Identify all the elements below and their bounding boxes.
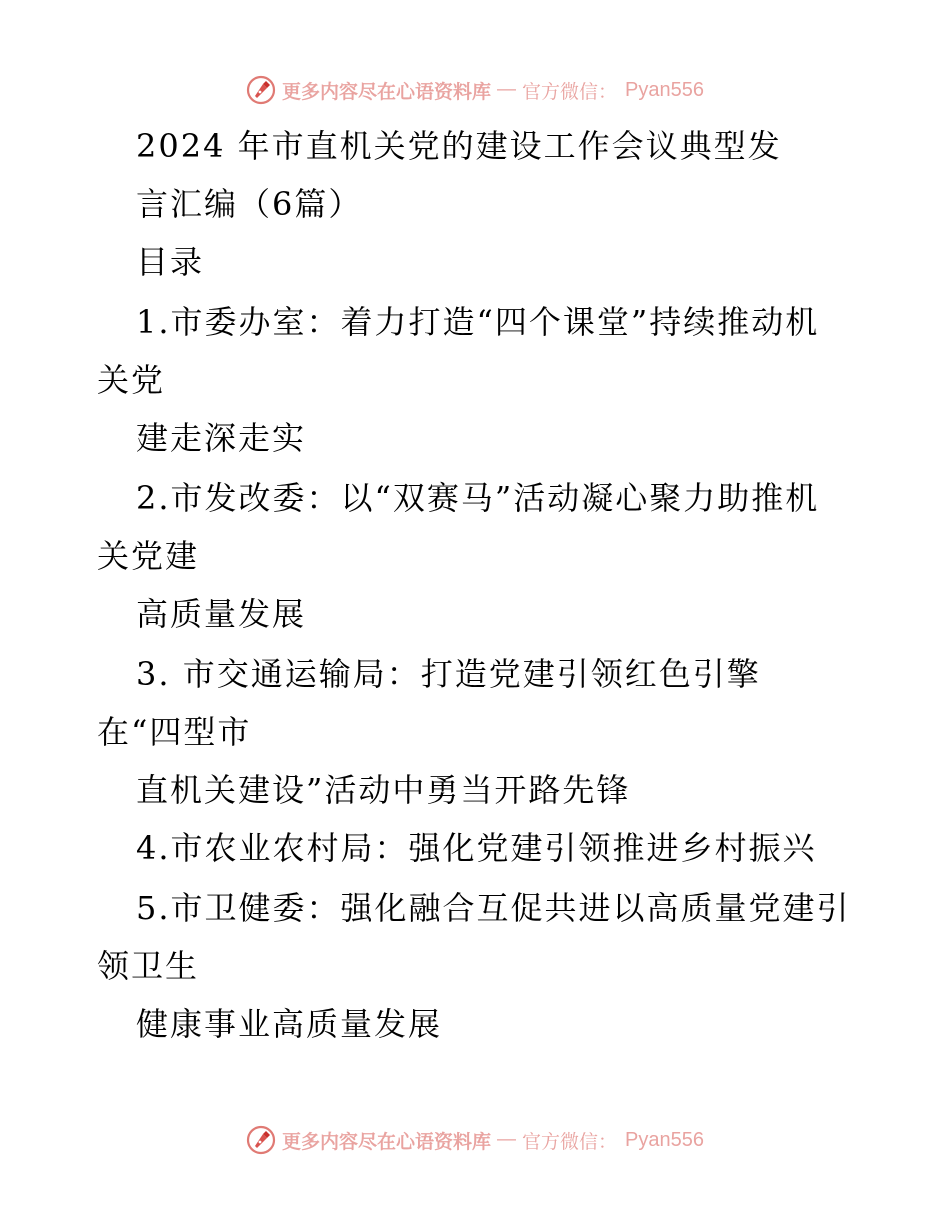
watermark-handle: Pyan556 xyxy=(625,1128,704,1151)
watermark-label: 官方微信： xyxy=(522,80,618,103)
toc-heading: 目录 xyxy=(136,243,205,281)
toc-item-3-line-2: 在“四型市 xyxy=(97,713,252,751)
watermark-label: 官方微信： xyxy=(522,1130,618,1153)
toc-item-5-line-1: 5.市卫健委：强化融合互促共进以高质量党建引 xyxy=(136,889,851,927)
toc-item-5-line-2: 领卫生 xyxy=(97,947,200,985)
toc-item-5-line-3: 健康事业高质量发展 xyxy=(136,1005,443,1043)
watermark-handle: Pyan556 xyxy=(625,78,704,101)
watermark-separator: — xyxy=(497,1129,517,1150)
toc-item-2-line-3: 高质量发展 xyxy=(136,595,307,633)
document-title-line-2: 言汇编（6篇） xyxy=(136,185,363,223)
watermark-text: 更多内容尽在心语资料库 xyxy=(282,1130,492,1153)
toc-item-1-line-2: 关党 xyxy=(97,361,166,399)
toc-item-4: 4.市农业农村局：强化党建引领推进乡村振兴 xyxy=(136,829,817,867)
toc-item-2-line-1: 2.市发改委：以“双赛马”活动凝心聚力助推机 xyxy=(136,479,820,517)
toc-item-1-line-3: 建走深走实 xyxy=(136,419,307,457)
footer-watermark xyxy=(0,1120,950,1160)
toc-item-1-line-1: 1.市委办室：着力打造“四个课堂”持续推动机 xyxy=(136,303,820,341)
watermark-separator: — xyxy=(497,79,517,100)
document-title-line-1: 2024 年市直机关党的建设工作会议典型发 xyxy=(136,127,782,165)
toc-item-3-line-1: 3. 市交通运输局：打造党建引领红色引擎 xyxy=(136,655,761,693)
pen-nib-logo-icon xyxy=(246,1125,276,1155)
header-watermark xyxy=(0,70,950,110)
watermark-text: 更多内容尽在心语资料库 xyxy=(282,80,492,103)
pen-nib-logo-icon xyxy=(246,75,276,105)
toc-item-2-line-2: 关党建 xyxy=(97,537,200,575)
toc-item-3-line-3: 直机关建设”活动中勇当开路先锋 xyxy=(136,771,631,809)
